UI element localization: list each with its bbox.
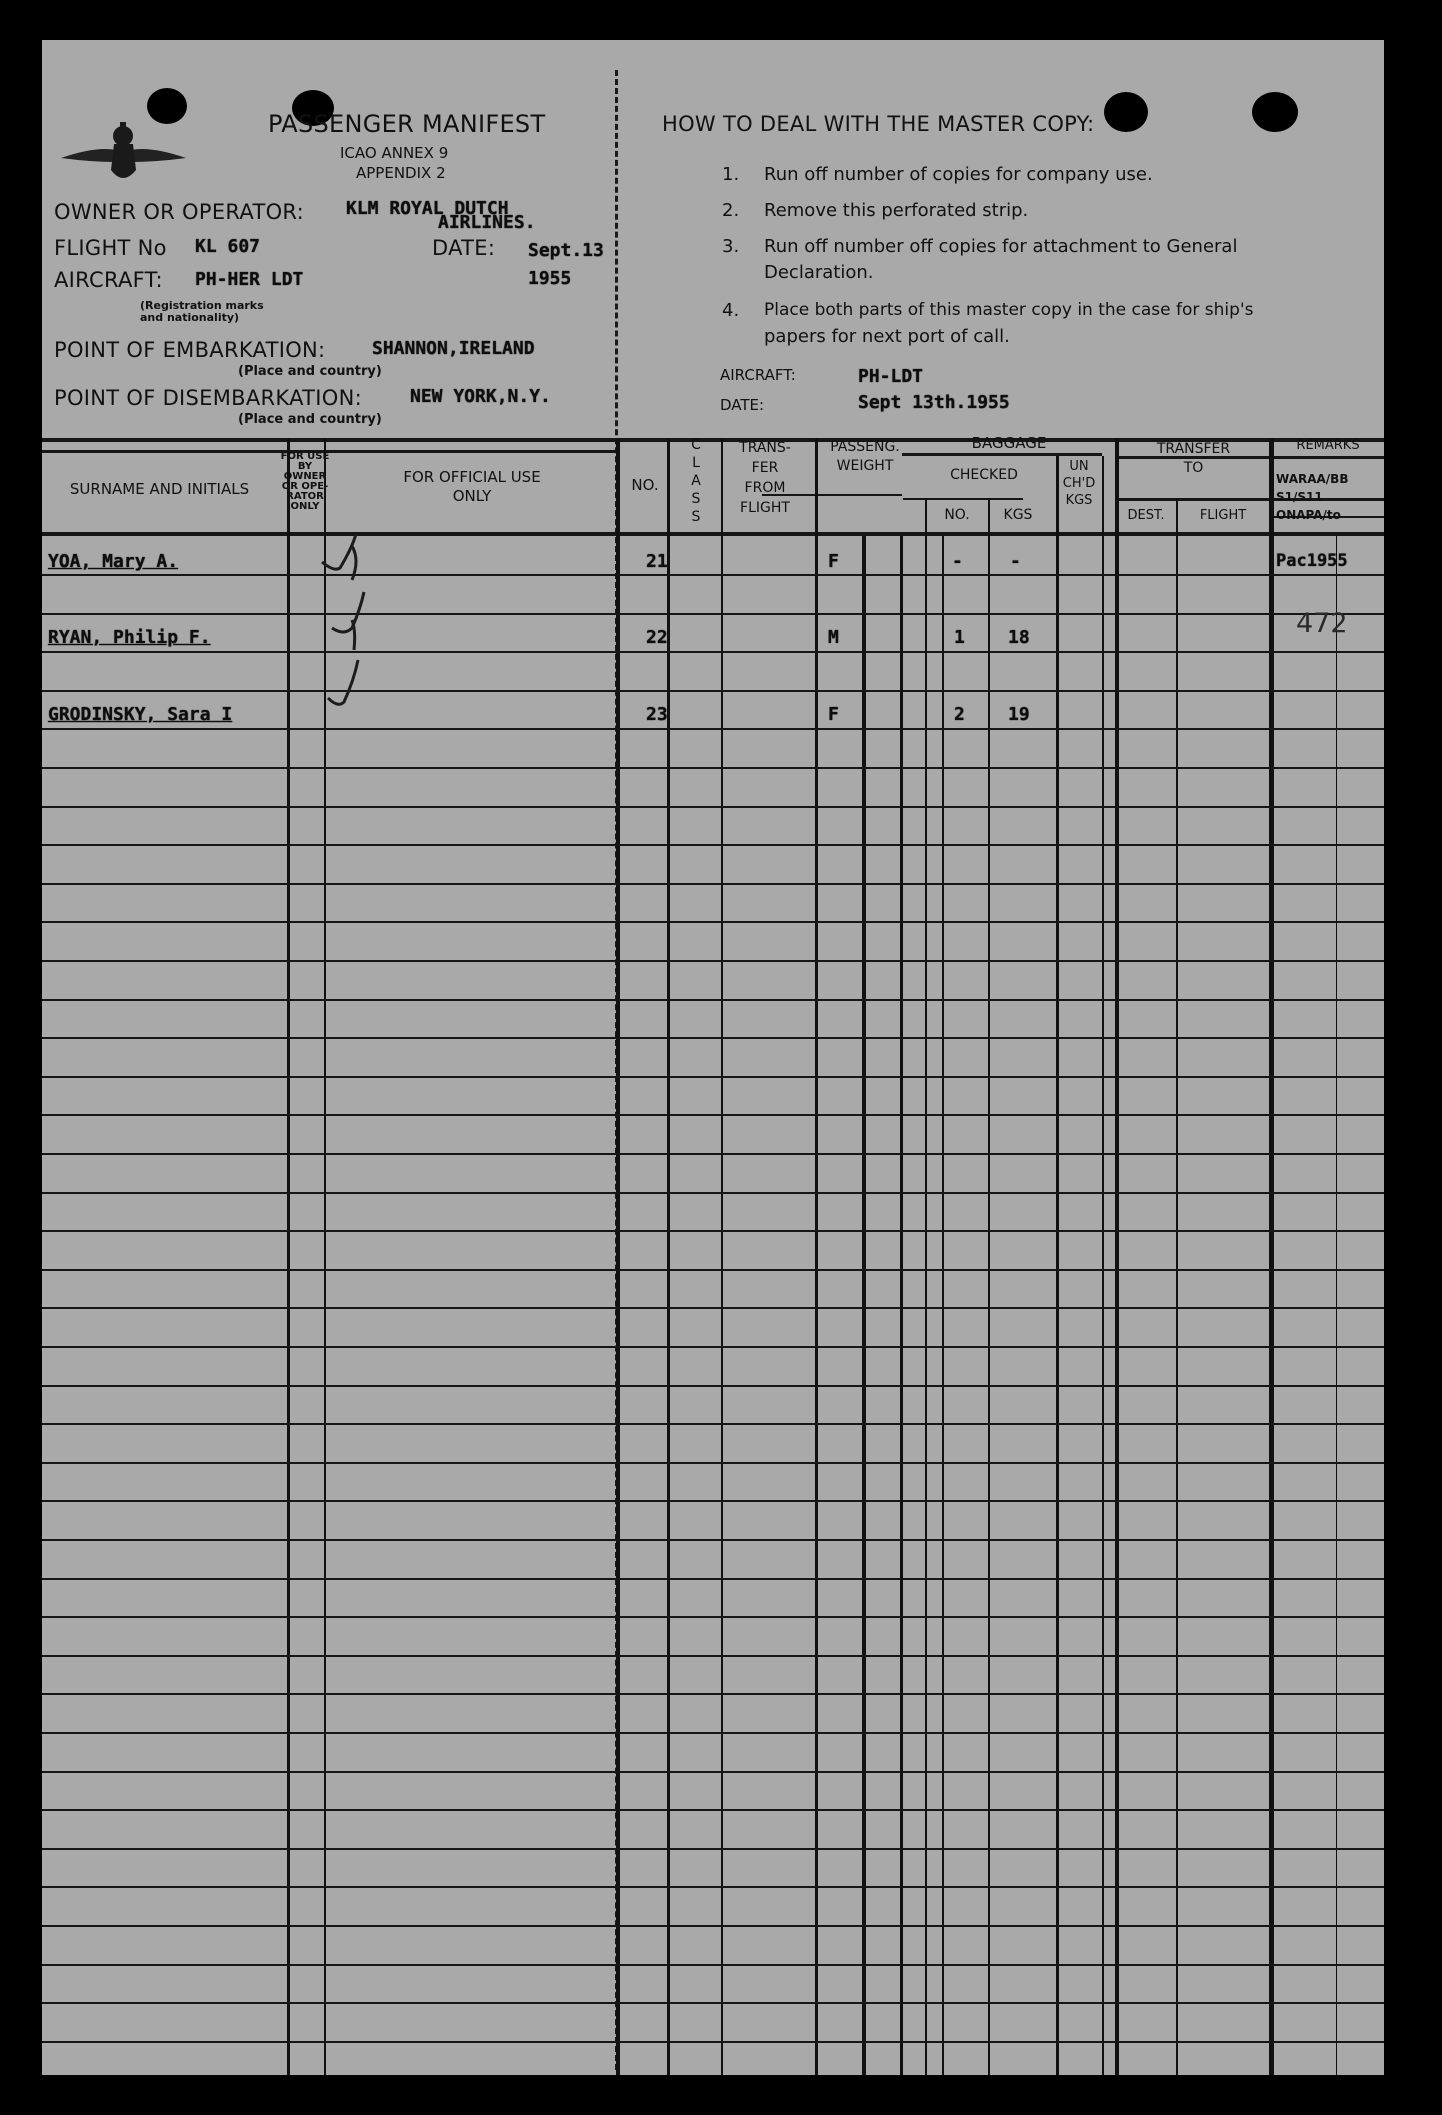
row-rule — [42, 883, 1384, 885]
col-remarks-sub: WARAA/BB S1/S11 ONAPA/to — [1276, 472, 1349, 522]
step-text: Remove this perforated strip. — [764, 200, 1029, 221]
col-class: C L A S S — [691, 437, 701, 525]
column-rule — [287, 438, 290, 2075]
column-rule — [721, 438, 723, 2075]
column-rule — [1176, 498, 1178, 2075]
remarks-handwritten: 472 — [1296, 608, 1348, 639]
column-rule — [925, 498, 927, 2075]
step-text-cont: Declaration. — [764, 262, 874, 283]
remarks-value: Pac1955 — [1276, 551, 1348, 571]
flight-value: KL 607 — [195, 236, 261, 257]
row-rule — [42, 767, 1384, 769]
row-rule — [42, 1616, 1384, 1618]
row-rule — [42, 806, 1384, 808]
date-value: Sept.13 — [528, 240, 604, 261]
col-owner-use: FOR USE BY OWNER OR OPE- RATOR ONLY — [280, 451, 330, 512]
aircraft-note: (Registration marks — [140, 299, 264, 312]
row-rule — [42, 2041, 1384, 2043]
row-rule — [42, 1964, 1384, 1966]
bag-kgs: 18 — [1008, 627, 1030, 648]
bag-kgs: - — [1010, 551, 1021, 572]
page-title: PASSENGER MANIFEST — [268, 110, 546, 138]
step-text-cont: papers for next port of call. — [764, 326, 1010, 347]
col-dest: DEST. — [1127, 508, 1165, 523]
bag-no: 1 — [954, 627, 965, 648]
master-copy-title: HOW TO DEAL WITH THE MASTER COPY: — [662, 112, 1095, 136]
manifest-page — [42, 40, 1384, 2075]
row-rule — [42, 1886, 1384, 1888]
step-number: 4. — [722, 300, 740, 321]
embarkation-label: POINT OF EMBARKATION: — [54, 338, 326, 362]
bag-no: 2 — [954, 704, 965, 725]
passenger-name: RYAN, Philip F. — [48, 627, 211, 648]
passenger-name: YOA, Mary A. — [48, 551, 179, 572]
row-rule — [42, 921, 1384, 923]
passenger-weight: M — [828, 627, 839, 648]
col-no: NO. — [631, 476, 659, 494]
row-rule — [42, 1771, 1384, 1773]
row-rule — [42, 1462, 1384, 1464]
row-rule — [42, 574, 1384, 576]
annex-label: ICAO ANNEX 9 — [340, 144, 449, 162]
rule — [1116, 498, 1271, 501]
row-rule — [42, 1423, 1384, 1425]
row-rule — [42, 1114, 1384, 1116]
punch-hole — [1104, 92, 1148, 132]
row-rule — [42, 1732, 1384, 1734]
passenger-no: 23 — [646, 704, 668, 725]
col-transfer-from: TRANS- FER FROM FLIGHT — [739, 440, 791, 516]
row-rule — [42, 1578, 1384, 1580]
col-unchecked: UN CH'D KGS — [1062, 459, 1096, 508]
row-rule — [42, 1655, 1384, 1657]
column-rule — [1102, 456, 1104, 2075]
col-transfer-to: TRANSFER TO — [1156, 441, 1231, 476]
col-official-use: FOR OFFICIAL USE ONLY — [403, 468, 541, 505]
col-bag-kgs: KGS — [1003, 507, 1033, 523]
column-rule — [988, 498, 990, 2075]
row-rule — [42, 1848, 1384, 1850]
master-date-value: Sept 13th.1955 — [858, 392, 1010, 413]
row-rule — [42, 1809, 1384, 1811]
col-bag-no: NO. — [944, 507, 970, 523]
step-text: Run off number off copies for attachment to General — [764, 236, 1238, 257]
master-aircraft-label: AIRCRAFT: — [720, 366, 796, 384]
row-rule — [42, 1269, 1384, 1271]
step-text: Place both parts of this master copy in the case for ship's — [764, 300, 1254, 320]
row-rule — [42, 1539, 1384, 1541]
owner-value-2: AIRLINES. — [438, 212, 536, 233]
rule — [903, 498, 1023, 500]
bag-no: - — [952, 551, 963, 572]
col-passenger-weight: PASSENG. WEIGHT — [830, 439, 900, 474]
row-rule — [42, 1925, 1384, 1927]
master-date-label: DATE: — [720, 396, 765, 414]
date-year: 1955 — [528, 268, 572, 289]
column-rule — [1056, 456, 1059, 2075]
row-rule — [42, 1230, 1384, 1232]
column-rule — [1269, 438, 1274, 2075]
rule — [1271, 456, 1384, 459]
col-remarks: REMARKS — [1296, 438, 1360, 453]
row-rule — [42, 613, 1384, 615]
step-number: 1. — [722, 164, 740, 185]
appendix-label: APPENDIX 2 — [356, 164, 446, 182]
row-rule — [42, 651, 1384, 653]
step-number: 2. — [722, 200, 740, 221]
owner-value: KLM ROYAL DUTCH — [346, 198, 509, 219]
aircraft-value: PH-HER LDT — [195, 269, 304, 290]
check-mark-icon — [312, 530, 452, 770]
master-aircraft-value: PH-LDT — [858, 366, 924, 387]
row-rule — [42, 1385, 1384, 1387]
col-flight: FLIGHT — [1199, 508, 1247, 523]
passenger-no: 22 — [646, 627, 668, 648]
passenger-name: GRODINSKY, Sara I — [48, 704, 233, 725]
disembarkation-note: (Place and country) — [238, 412, 382, 427]
column-rule — [667, 438, 670, 2075]
owner-label: OWNER OR OPERATOR: — [54, 200, 305, 224]
step-number: 3. — [722, 236, 740, 257]
passenger-no: 21 — [646, 551, 668, 572]
row-rule — [42, 1500, 1384, 1502]
column-rule — [1115, 438, 1119, 2075]
embarkation-value: SHANNON,IRELAND — [372, 338, 535, 359]
passenger-weight: F — [828, 551, 839, 572]
airline-logo-icon — [56, 110, 191, 190]
disembarkation-label: POINT OF DISEMBARKATION: — [54, 386, 362, 410]
row-rule — [42, 1307, 1384, 1309]
rule — [902, 453, 1102, 456]
column-rule — [815, 438, 818, 2075]
col-surname: SURNAME AND INITIALS — [69, 480, 250, 498]
col-baggage: BAGGAGE — [971, 434, 1047, 452]
table-header-bottom-rule — [42, 532, 1384, 536]
row-rule — [42, 1153, 1384, 1155]
date-label: DATE: — [432, 236, 496, 260]
flight-label: FLIGHT No — [54, 236, 167, 260]
row-rule — [42, 1192, 1384, 1194]
row-rule — [42, 1076, 1384, 1078]
bag-kgs: 19 — [1008, 704, 1030, 725]
row-rule — [42, 728, 1384, 730]
embarkation-note: (Place and country) — [238, 364, 382, 379]
row-rule — [42, 2002, 1384, 2004]
punch-hole — [1252, 92, 1298, 132]
passenger-weight: F — [828, 704, 839, 725]
aircraft-note-2: and nationality) — [140, 311, 240, 324]
row-rule — [42, 1693, 1384, 1695]
disembarkation-value: NEW YORK,N.Y. — [410, 386, 551, 407]
step-text: Run off number of copies for company use. — [764, 164, 1153, 185]
column-rule — [616, 438, 620, 2075]
row-rule — [42, 999, 1384, 1001]
row-rule — [42, 1346, 1384, 1348]
row-rule — [42, 960, 1384, 962]
row-rule — [42, 1037, 1384, 1039]
row-rule — [42, 844, 1384, 846]
col-checked: CHECKED — [950, 467, 1018, 483]
aircraft-label: AIRCRAFT: — [54, 268, 163, 292]
row-rule — [42, 690, 1384, 692]
